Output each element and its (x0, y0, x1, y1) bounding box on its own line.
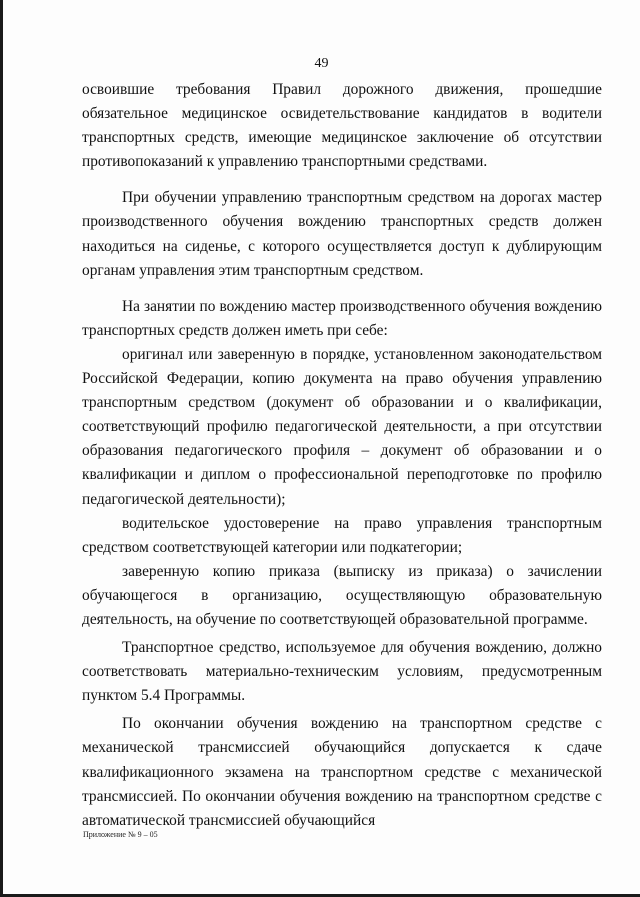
document-body (82, 78, 602, 833)
footer-note: Приложение № 9 – 05 (83, 830, 158, 839)
paragraph: освоившие требования Правил дорожного движения, прошедшие обязательное медицинское освидетельствование кандидатов в водители транспортных средств, имеющие медицинское заключение об отсутствии противопоказаний к управлению транспортными средствами. (82, 81, 602, 171)
page-number: 49 (314, 56, 329, 71)
paragraph: По окончании обучения вождению на транспортном средстве с механической трансмиссией обучающийся допускается к сдаче квалификационного экзамена на транспортном средстве с механической трансмиссией. По окончании обучения вождению на транспортном средстве с автоматической трансмиссией обучающийся (82, 715, 602, 829)
list-item: оригинал или заверенную в порядке, установленном законодательством Российской Федерации, копию документа на право обучения управлению транспортным средством (документ об образовании и о квалификации, соответствующий профилю педагогической деятельности, а при отсутствии образования педагогического профиля – документ об образовании и о квалификации и диплом о профессиональной переподготовке по профилю педагогической деятельности); (82, 345, 602, 508)
list-item: заверенную копию приказа (выписку из приказа) о зачислении обучающегося в организацию, осуществляющую образовательную деятельность, на обучение по соответствующей образовательной программе. (82, 562, 602, 628)
paragraph: При обучении управлению транспортным средством на дорогах мастер производственного обучения вождению транспортных средств должен находиться на сиденье, с которого осуществляется доступ к дублирующим органам управления этим транспортным средством. (82, 189, 602, 279)
paragraph: Транспортное средство, используемое для обучения вождению, должно соответствовать материально-техническим условиям, предусмотренным пунктом 5.4 Программы. (82, 639, 602, 705)
paragraph: На занятии по вождению мастер производственного обучения вождению транспортных средств должен иметь при себе: (82, 297, 602, 339)
list-item: водительское удостоверение на право управления транспортным средством соответствующей категории или подкатегории; (82, 514, 602, 556)
